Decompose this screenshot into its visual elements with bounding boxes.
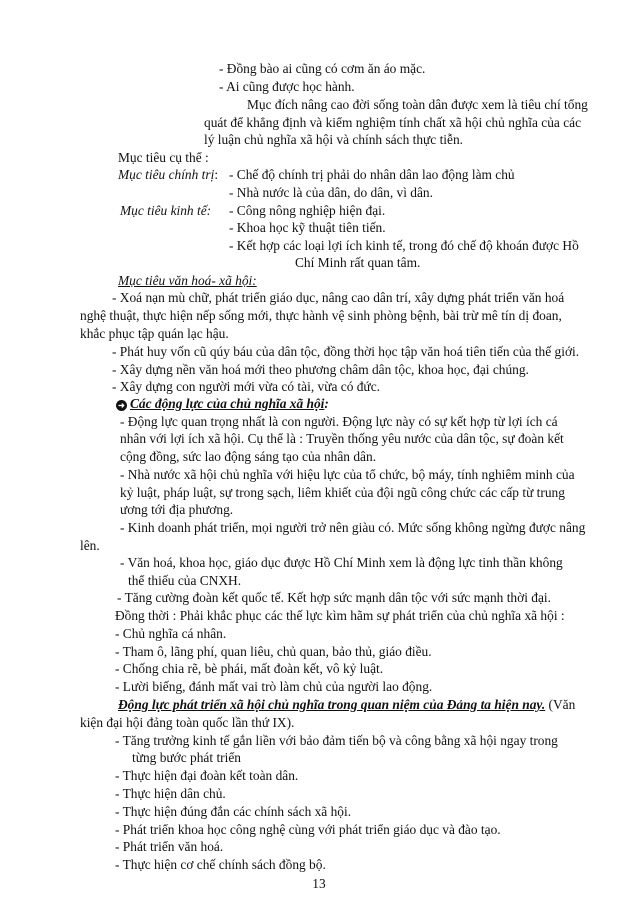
culture-goal-item-1c: khắc phục tập quán lạc hậu. xyxy=(80,326,229,341)
intro-line-5: lý luận chủ nghĩa xã hội và chính sách thực tiễn. xyxy=(204,132,464,147)
driver-2c: ương tới địa phương. xyxy=(120,502,234,517)
culture-goal-item-2: - Phát huy vốn cũ qúy báu của dân tộc, đồng thời học tập văn hoá tiên tiến của thế giới. xyxy=(112,344,580,359)
intro-line-3: Mục đích nâng cao đời sống toàn dân được xem là tiêu chí tổng xyxy=(247,97,588,112)
obstacle-item: - Chủ nghĩa cá nhân. xyxy=(115,626,227,641)
party-item: - Thực hiện dân chủ. xyxy=(115,786,226,801)
driver-2b: kỷ luật, pháp luật, sự trong sạch, liêm khiết của đội ngũ công chức các cấp từ trung xyxy=(120,485,565,500)
drivers-heading: ➜ Các động lực của chủ nghĩa xã hội: xyxy=(116,395,329,412)
circled-arrow-icon: ➜ xyxy=(116,400,127,411)
obstacle-item: - Tham ô, lãng phí, quan liêu, chủ quan, bảo thủ, giáo điều. xyxy=(115,644,432,659)
culture-goal-item-1b: nghệ thuật, thực hiện nếp sống mới, thực hành vệ sinh phòng bệnh, bài trừ mê tín dị đoan, xyxy=(80,308,562,323)
intro-line-4: quát để khẳng định và kiểm nghiệm tính chất xã hội chủ nghĩa của các xyxy=(204,115,582,130)
culture-goal-item-4: - Xây dựng con người mới vừa có tài, vừa có đức. xyxy=(112,379,380,394)
driver-3b: lên. xyxy=(80,538,100,553)
driver-1a: - Động lực quan trọng nhất là con người. Động lực này có sự kết hợp từ lợi ích cá xyxy=(120,414,558,429)
intro-line-1: - Đồng bào ai cũng có cơm ăn áo mặc. xyxy=(219,61,426,76)
culture-goal-item-1a: - Xoá nạn mù chữ, phát triển giáo dục, nâng cao dân trí, xây dựng phát triển văn hoá xyxy=(112,290,565,305)
obstacles-intro: Đồng thời : Phải khắc phục các thế lực kìm hãm sự phát triển của chủ nghĩa xã hội : xyxy=(115,608,565,623)
party-heading: Động lực phát triển xã hội chủ nghĩa trong quan niệm của Đảng ta hiện nay. (Văn xyxy=(118,697,576,712)
driver-1c: cộng đồng, sức lao động sáng tạo của nhân dân. xyxy=(120,449,377,464)
economic-goal-item-1: - Công nông nghiệp hiện đại. xyxy=(229,203,386,218)
culture-goal-item-3: - Xây dựng nền văn hoá mới theo phương châm dân tộc, khoa học, đại chúng. xyxy=(112,362,529,377)
party-item: - Thực hiện đúng đắn các chính sách xã hội. xyxy=(115,804,352,819)
culture-goal-label: Mục tiêu văn hoá- xã hội: xyxy=(118,273,257,288)
obstacle-item: - Chống chia rẽ, bè phái, mất đoàn kết, vô kỷ luật. xyxy=(115,661,384,676)
economic-goal-label: Mục tiêu kinh tế: xyxy=(120,203,212,218)
driver-3a: - Kinh doanh phát triển, mọi người trở nên giàu có. Mức sống không ngừng được nâng xyxy=(120,520,586,535)
party-item: - Thực hiện cơ chế chính sách đồng bộ. xyxy=(115,857,326,872)
party-note: kiện đại hội đảng toàn quốc lần thứ IX). xyxy=(80,715,295,730)
driver-4a: - Văn hoá, khoa học, giáo dục được Hồ Chí Minh xem là động lực tinh thần không xyxy=(120,555,563,570)
driver-5: - Tăng cường đoàn kết quốc tế. Kết hợp sức mạnh dân tộc với sức mạnh thời đại. xyxy=(117,590,551,605)
economic-goal-item-2: - Khoa học kỹ thuật tiên tiến. xyxy=(229,220,386,235)
party-item-first-a: - Tăng trưởng kinh tế gắn liền với bảo đảm tiến bộ và công bằng xã hội ngay trong xyxy=(115,733,558,748)
political-goal-label: Mục tiêu chính trị: xyxy=(118,167,219,182)
party-item-first-b: từng bước phát triển xyxy=(132,750,241,765)
economic-goal-item-3b: Chí Minh rất quan tâm. xyxy=(295,255,421,270)
party-item: - Thực hiện đại đoàn kết toàn dân. xyxy=(115,768,299,783)
economic-goal-item-3a: - Kết hợp các loại lợi ích kinh tế, trong đó chế độ khoán được Hồ xyxy=(229,238,579,253)
political-goal-item-1: - Chế độ chính trị phải do nhân dân lao động làm chủ xyxy=(229,167,515,182)
political-goal-item-2: - Nhà nước là của dân, do dân, vì dân. xyxy=(229,185,433,200)
driver-4b: thể thiếu của CNXH. xyxy=(128,573,242,588)
intro-line-2: - Ai cũng được học hành. xyxy=(219,79,355,94)
specific-goals-heading: Mục tiêu cụ thể : xyxy=(118,150,209,165)
party-item: - Phát triển văn hoá. xyxy=(115,839,224,854)
obstacle-item: - Lười biếng, đánh mất vai trò làm chủ của người lao động. xyxy=(115,679,433,694)
party-item: - Phát triển khoa học công nghệ cùng với phát triển giáo dục và đào tạo. xyxy=(115,822,501,837)
page-number: 13 xyxy=(312,876,326,891)
driver-1b: nhân với lợi ích xã hội. Cụ thể là : Truyền thống yêu nước của dân tộc, sự đoàn kết xyxy=(120,431,564,446)
driver-2a: - Nhà nước xã hội chủ nghĩa với hiệu lực của tổ chức, bộ máy, tính nghiêm minh của xyxy=(120,467,575,482)
